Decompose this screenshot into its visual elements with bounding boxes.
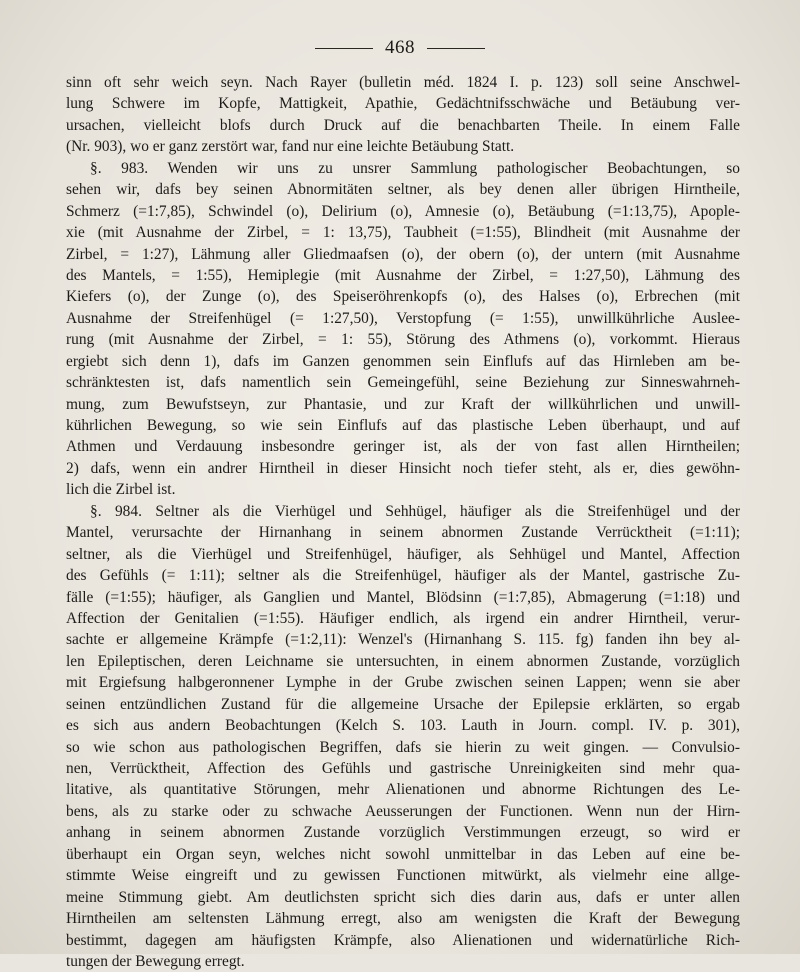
text-line: §. 984. Seltner als die Vierhügel und Sehhügel, häufiger als die Streifenhügel und der [90, 502, 740, 520]
text-line: kührlichen Bewegung, so wie sein Einflufs auf das plastische Leben überhaupt, und auf [66, 417, 740, 434]
text-line: bens, als zu starke oder zu schwache Aeusserungen der Functionen. Wenn nun der Hirn- [66, 802, 740, 820]
text-line: lich die Zirbel ist. [66, 481, 176, 499]
text-line: Schmerz (=1:7,85), Schwindel (o), Delirium (o), Amnesie (o), Betäubung (=1:13,75), Apople- [66, 202, 740, 220]
text-line: tungen der Bewegung erregt. [66, 952, 245, 970]
text-line: überhaupt ein Organ seyn, welches nicht sowohl unmittelbar in das Leben auf eine be- [66, 845, 740, 863]
text-line: stimmte Weise eingreift und zu gewissen Functionen mitwürkt, als vielmehr eine allge- [66, 867, 740, 885]
text-line: ursachen, vielleicht blofs durch Druck auf die benachbarten Theile. In einem Falle [66, 116, 740, 134]
text-line: nen, Verrücktheit, Affection des Gefühls und gastrische Unreinigkeiten sind mehr qua- [66, 760, 740, 777]
text-line: Zirbel, = 1:27), Lähmung aller Gliedmaafsen (o), der obern (o), der untern (mit Ausnahme [66, 245, 740, 263]
text-line: meine Stimmung giebt. Am deutlichsten spricht sich dies darin aus, dafs er unter allen [66, 888, 740, 906]
text-line: des Gefühls (= 1:11); seltner als die Streifenhügel, häufiger als der Mantel, gastrische Zu- [66, 567, 740, 585]
text-line: seltner, als die Vierhügel und Streifenhügel, häufiger, als Sehhügel und Mantel, Affection [66, 545, 740, 563]
text-line: sinn oft sehr weich seyn. Nach Rayer (bulletin méd. 1824 I. p. 123) soll seine Anschwel- [66, 74, 740, 91]
text-line: 2) dafs, wenn ein andrer Hirntheil in dieser Hinsicht noch tiefer steht, als er, dies gewöhn- [66, 459, 740, 477]
page-header [0, 36, 800, 60]
header-rule-right [427, 48, 485, 49]
text-line: es sich aus andern Beobachtungen (Kelch S. 103. Lauth in Journ. compl. IV. p. 301), [66, 717, 740, 735]
text-line: fälle (=1:55); häufiger, als Ganglien und Mantel, Blödsinn (=1:7,85), Abmagerung (=1:18) und [66, 588, 740, 606]
text-line: des Mantels, = 1:55), Hemiplegie (mit Ausnahme der Zirbel, = 1:27,50), Lähmung des [66, 266, 740, 284]
text-line: Ausnahme der Streifenhügel (= 1:27,50), Verstopfung (= 1:55), unwillkührliche Auslee- [66, 309, 740, 327]
text-line: bestimmt, dagegen am häufigsten Krämpfe, also Alienationen und widernatürliche Rich- [66, 931, 740, 949]
text-line: ergiebt sich denn 1), dafs im Ganzen genommen sein Einflufs auf das Hirnleben am be- [66, 352, 740, 370]
text-line: sehen wir, dafs bey seinen Abnormitäten seltner, als bey denen aller übrigen Hirntheile, [66, 181, 740, 199]
text-line: Affection der Genitalien (=1:55). Häufiger endlich, als irgend ein andrer Hirntheil, verur- [66, 609, 740, 627]
text-line: mit Ergiefsung halbgeronnener Lymphe in der Grube zwischen seinen Lappen; wenn sie aber [66, 674, 740, 692]
text-line: (Nr. 903), wo er ganz zerstört war, fand nur eine leichte Betäubung Statt. [66, 138, 515, 156]
text-line: mung, zum Bewufstseyn, zur Phantasie, und zur Kraft der willkührlichen und unwill- [66, 395, 740, 413]
text-line: Athmen und Verdauung insbesondre geringer ist, als der von fast allen Hirntheilen; [66, 438, 740, 456]
text-line: anhang in seinem abnormen Zustande vorzüglich Verstimmungen erzeugt, so wird er [66, 824, 740, 842]
text-line: schränktesten ist, dafs namentlich sein Gemeingefühl, seine Beziehung zur Sinneswahrneh- [66, 374, 740, 392]
text-line: Mantel, verursachte der Hirnanhang in seinem abnormen Zustande Verrücktheit (=1:11); [66, 524, 740, 542]
text-line: sachte er allgemeine Krämpfe (=1:2,11): Wenzel's (Hirnanhang S. 115. fg) fanden ihn bey al- [66, 631, 740, 649]
text-line: so wie schon aus pathologischen Begriffen, dafs sie hierin zu weit gingen. — Convulsio- [66, 738, 740, 756]
text-line: seinen entzündlichen Zustand für die allgemeine Ursache der Epilepsie erklärten, so ergab [66, 695, 740, 713]
header-rule-left [315, 48, 373, 49]
text-line: Hirntheilen am seltensten Lähmung erregt, also am wenigsten die Kraft der Bewegung [66, 910, 740, 928]
text-line: Kiefers (o), der Zunge (o), des Speiseröhrenkopfs (o), des Halses (o), Erbrechen (mit [66, 288, 740, 306]
text-line: §. 983. Wenden wir uns zu unsrer Sammlung pathologischer Beobachtungen, so [90, 159, 740, 177]
text-line: litative, als quantitative Störungen, mehr Alienationen und abnorme Richtungen des Le- [66, 781, 740, 799]
page-body-text [66, 72, 740, 972]
text-line: lung Schwere im Kopfe, Mattigkeit, Apathie, Gedächtnifsschwäche und Betäubung ver- [66, 95, 740, 113]
text-line: len Epileptischen, deren Leichname sie untersuchten, in einem abnormen Zustande, vorzüglich [66, 652, 740, 670]
text-line: rung (mit Ausnahme der Zirbel, = 1: 55), Störung des Athmens (o), vorkommt. Hieraus [66, 331, 740, 349]
text-line: xie (mit Ausnahme der Zirbel, = 1: 13,75), Taubheit (=1:55), Blindheit (mit Ausnahme der [66, 224, 740, 242]
page-number: 468 [385, 37, 415, 58]
